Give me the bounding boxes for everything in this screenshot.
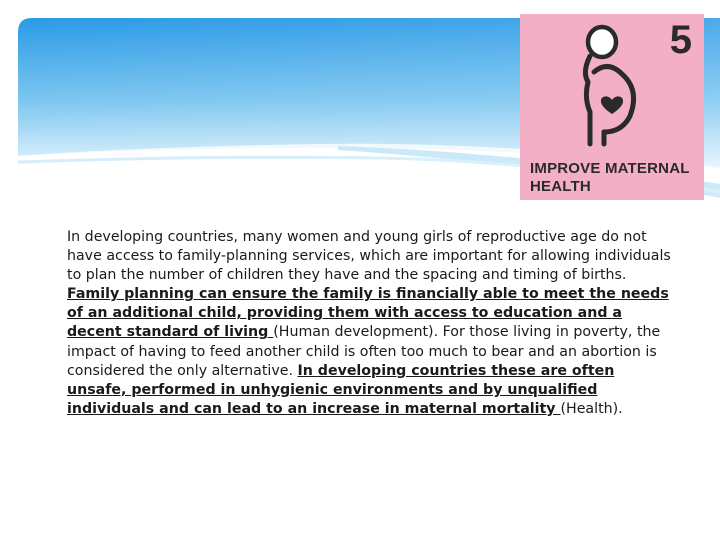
body-text-part-3: (Health). [560,400,623,417]
pregnant-woman-heart-icon [582,20,644,148]
sdg-goal-card [520,14,704,200]
sdg-title-line-1: IMPROVE MATERNAL [530,160,690,177]
sdg-title [530,160,700,196]
body-text-part-2: (Human development). For those living in poverty, the impact of having to feed another child is often too much to bear and an abortion is considered the only alternative. [67,324,661,379]
body-emphasis-2: In developing countries these are often unsafe, performed in unhygienic environments and by unqualified individuals and can lead to an increase in maternal mortality [67,362,615,417]
body-text-part-1: In developing countries, many women and young girls of reproductive age do not have access to family-planning services, which are important for allowing individuals to plan the number of children they have and the spacing and timing of births. [67,229,671,284]
sdg-title-line-2: HEALTH [530,178,591,195]
body-emphasis-1: Family planning can ensure the family is financially able to meet the needs of an additional child, providing them with access to education and a decent standard of living [67,286,669,341]
body-paragraph [67,228,677,419]
sdg-number: 5 [669,18,692,62]
